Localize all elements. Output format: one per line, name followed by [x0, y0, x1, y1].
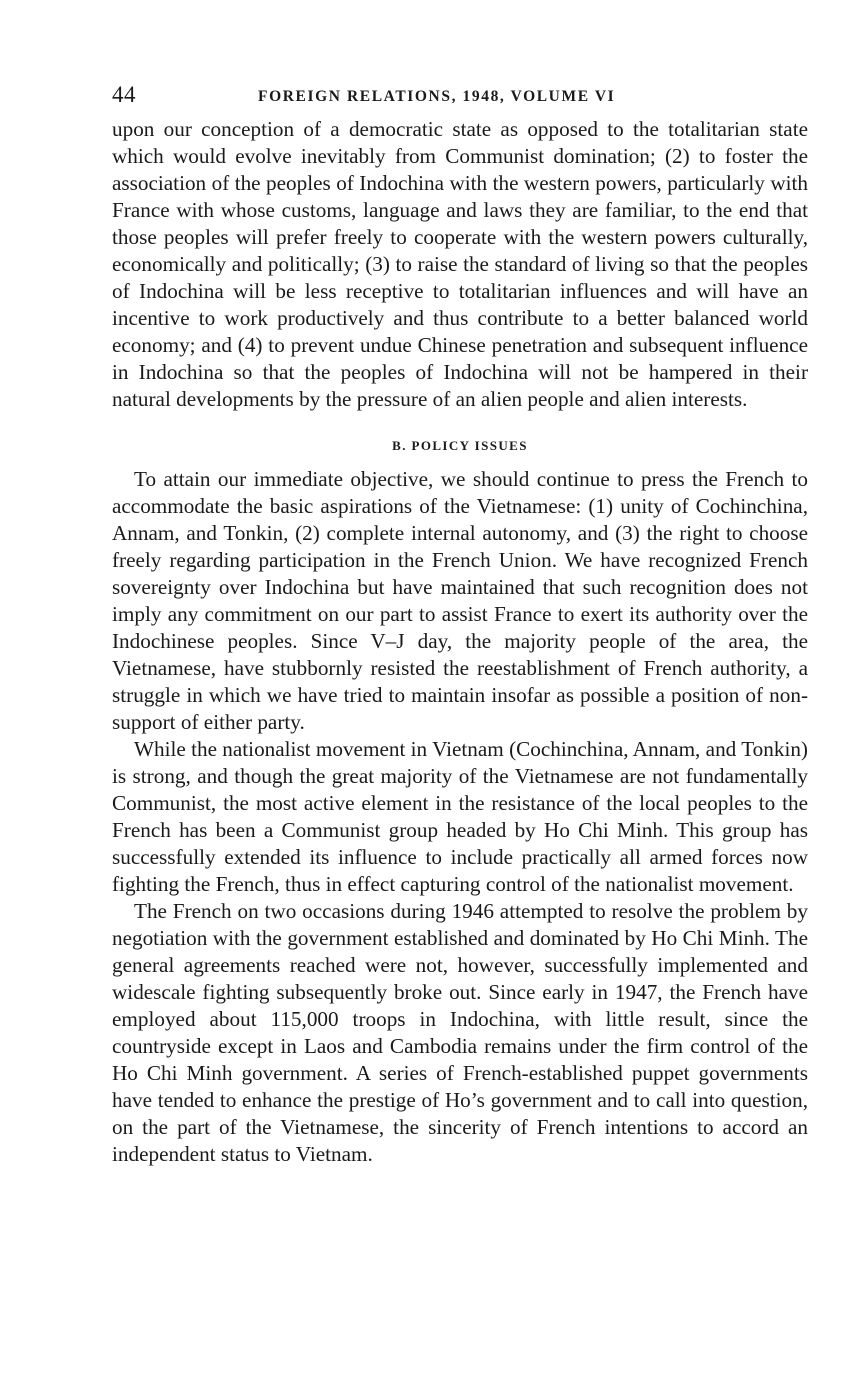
page-number: 44	[112, 82, 136, 107]
section-heading: B. POLICY ISSUES	[392, 438, 528, 453]
running-title: FOREIGN RELATIONS, 1948, VOLUME VI	[258, 88, 616, 105]
document-body	[112, 116, 808, 1168]
paragraph: To attain our immediate objective, we should continue to press the French to accommodate the basic aspirations of the Vietnamese: (1) unity of Cochinchina, Annam, and Tonkin, (2) complete internal autonomy, and (3) the right to choose freely regarding participation in the French Union. We have recognized French sovereignty over Indochina but have maintained that such recognition does not imply any commitment on our part to assist France to exert its authority over the Indochinese peoples. Since V–J day, the majority people of the area, the Vietnamese, have stubbornly resisted the reestablishment of French authority, a struggle in which we have tried to maintain insofar as possible a position of non-support of either party.	[112, 467, 808, 734]
running-head	[112, 80, 808, 116]
paragraph: While the nationalist movement in Vietnam (Cochinchina, Annam, and Tonkin) is strong, and though the great majority of the Vietnamese are not fundamentally Communist, the most active element in the resistance of the local peoples to the French has been a Communist group headed by Ho Chi Minh. This group has successfully extended its influence to include practically all armed forces now fighting the French, thus in effect capturing control of the nationalist movement.	[112, 737, 808, 896]
document-page	[112, 80, 808, 1168]
paragraph-continued: upon our conception of a democratic state as opposed to the totalitarian state which would evolve inevitably from Communist domination; (2) to foster the association of the peoples of Indochina with the western powers, particularly with France with whose customs, language and laws they are familiar, to the end that those peoples will prefer freely to cooperate with the western powers culturally, economically and politically; (3) to raise the standard of living so that the peoples of Indochina will be less receptive to totalitarian influences and will have an incentive to work productively and thus contribute to a better balanced world economy; and (4) to prevent undue Chinese penetration and subsequent influence in Indochina so that the peoples of Indochina will not be hampered in their natural developments by the pressure of an alien people and alien interests.	[112, 117, 808, 411]
paragraph: The French on two occasions during 1946 attempted to resolve the problem by negotiation with the government established and dominated by Ho Chi Minh. The general agreements reached were not, however, successfully implemented and widescale fighting subsequently broke out. Since early in 1947, the French have employed about 115,000 troops in Indochina, with little result, since the countryside except in Laos and Cambodia remains under the firm control of the Ho Chi Minh government. A series of French-established puppet governments have tended to enhance the prestige of Ho’s government and to call into question, on the part of the Vietnamese, the sincerity of French intentions to accord an independent status to Vietnam.	[112, 899, 808, 1166]
